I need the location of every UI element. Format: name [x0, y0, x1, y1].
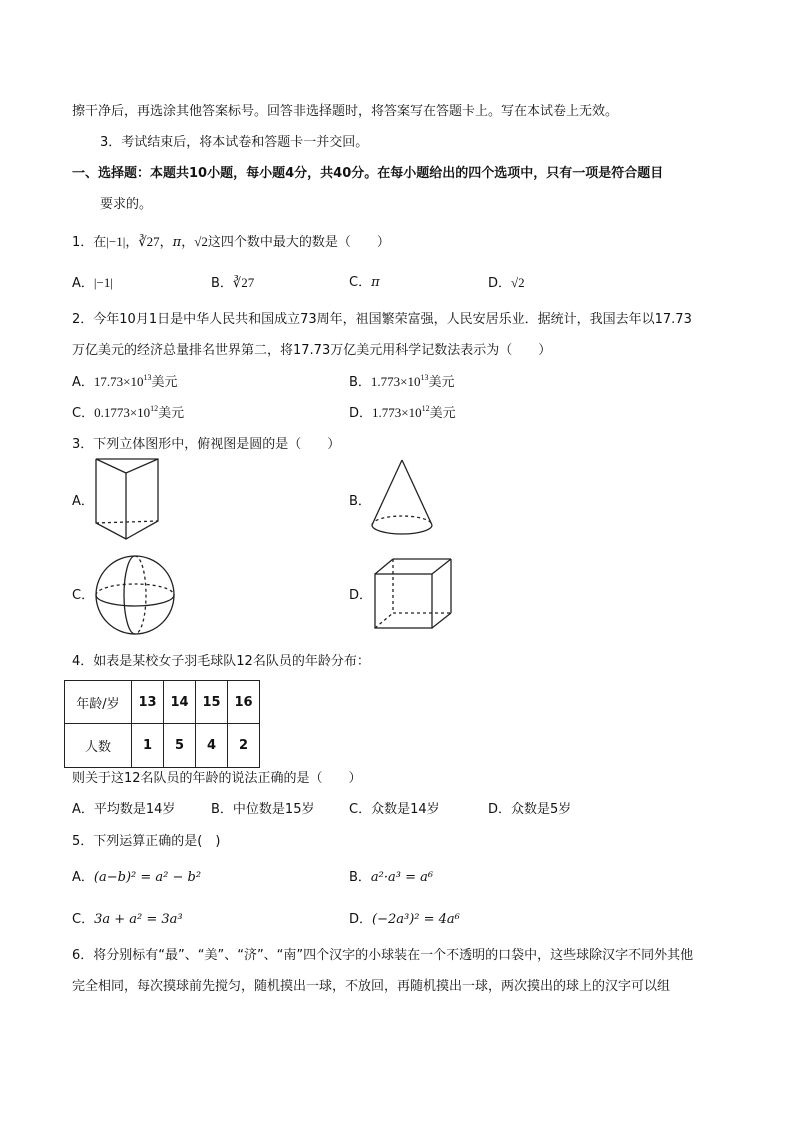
option-value: π — [371, 275, 380, 290]
question-2-line-1: 2．今年10月1日是中华人民共和国成立73周年，祖国繁荣富强，人民安居乐业．据统计，我国去年以17.73 — [72, 312, 692, 327]
cube-icon — [372, 556, 458, 632]
q1-number: 1． — [72, 235, 94, 250]
option-expression: a²·a³ = a⁶ — [370, 870, 434, 885]
question-1 — [72, 232, 390, 253]
q4-option-a[interactable]: A．平均数是14岁 — [72, 802, 176, 817]
option-expression: 3a + a² = 3a³ — [94, 912, 183, 927]
option-exponent: 12 — [421, 404, 430, 413]
question-5: 5．下列运算正确的是( ) — [72, 834, 221, 849]
q5-option-c[interactable] — [72, 910, 183, 930]
q4-option-d[interactable]: D．众数是5岁 — [488, 802, 572, 817]
q1-option-c[interactable] — [349, 273, 380, 293]
table-cell: 年龄/岁 — [65, 681, 132, 724]
option-label: B． — [349, 870, 371, 885]
q3-option-b[interactable]: B． — [349, 494, 371, 509]
option-unit: 美元 — [151, 375, 178, 390]
cone-icon — [366, 455, 441, 545]
q1-option-d[interactable] — [488, 273, 525, 294]
option-expression: (a−b)² = a² − b² — [93, 870, 202, 885]
option-exponent: 12 — [150, 404, 159, 413]
q1-sep: ， — [181, 235, 195, 250]
section-title — [72, 164, 663, 184]
option-label: D． — [349, 912, 373, 927]
q2-option-c[interactable] — [72, 403, 184, 424]
table-cell: 1 — [132, 724, 164, 768]
option-expression: (−2a³)² = 4a⁶ — [372, 912, 460, 927]
intro-line-1: 擦干净后，再选涂其他答案标号。回答非选择题时，将答案写在答题卡上。写在本试卷上无效。 — [72, 104, 619, 119]
option-exponent: 13 — [143, 373, 152, 382]
q2-option-a[interactable] — [72, 372, 178, 393]
option-label: C． — [349, 275, 372, 290]
option-value: √2 — [511, 275, 525, 290]
q3-option-a[interactable]: A． — [72, 494, 94, 509]
q1-post: 这四个数中最大的数是（ ） — [207, 235, 390, 250]
q2-option-b[interactable] — [349, 372, 455, 393]
option-base: 1.773×10 — [370, 374, 421, 389]
q1-abs: |−1| — [106, 234, 126, 249]
question-2-line-2: 万亿美元的经济总量排名世界第二，将17.73万亿美元用科学记数法表示为（ ） — [72, 343, 552, 358]
q4-option-b[interactable]: B．中位数是15岁 — [211, 802, 315, 817]
intro-line-2: 3．考试结束后，将本试卷和答题卡一并交回。 — [100, 135, 369, 150]
q1-option-a[interactable] — [72, 273, 113, 294]
option-unit: 美元 — [428, 375, 455, 390]
option-value: |−1| — [93, 275, 113, 290]
q1-option-b[interactable] — [211, 273, 254, 294]
section-title-body: 本题共10小题，每小题4分，共40分。在每小题给出的四个选项中，只有一项是符合题目 — [150, 166, 664, 181]
table-cell: 人数 — [65, 724, 132, 768]
q1-sqrt: √2 — [194, 234, 208, 249]
question-3: 3．下列立体图形中，俯视图是圆的是（ ） — [72, 437, 341, 452]
option-exponent: 13 — [420, 373, 429, 382]
question-6-line-1: 6．将分别标有“最”、“美”、“济”、“南”四个汉字的小球装在一个不透明的口袋中，这些球除汉字不同外其他 — [72, 948, 694, 963]
q1-pi: π — [172, 235, 182, 250]
table-cell: 14 — [164, 681, 196, 724]
option-base: 1.773×10 — [372, 405, 422, 420]
question-4-prompt: 则关于这12名队员的年龄的说法正确的是（ ） — [72, 771, 362, 786]
option-label: B． — [211, 276, 233, 291]
option-label: C． — [72, 912, 95, 927]
option-label: B． — [349, 375, 371, 390]
table-row — [65, 724, 260, 768]
table-cell: 4 — [196, 724, 228, 768]
q5-option-b[interactable] — [349, 868, 433, 888]
option-base: 0.1773×10 — [94, 405, 151, 420]
table-cell: 13 — [132, 681, 164, 724]
table-cell: 2 — [228, 724, 260, 768]
option-label: A． — [72, 276, 94, 291]
option-label: C． — [72, 406, 95, 421]
q4-option-c[interactable]: C．众数是14岁 — [349, 802, 440, 817]
sphere-icon — [92, 552, 178, 638]
question-4: 4．如表是某校女子羽毛球队12名队员的年龄分布： — [72, 654, 370, 669]
option-label: D． — [488, 276, 512, 291]
section-title-prefix: 一、选择题： — [72, 166, 151, 181]
question-6-line-2: 完全相同，每次摸球前先搅匀，随机摸出一球，不放回，再随机摸出一球，两次摸出的球上的汉字可以组 — [72, 979, 671, 994]
option-unit: 美元 — [429, 406, 456, 421]
q1-sep: ， — [159, 235, 173, 250]
table-cell: 16 — [228, 681, 260, 724]
q1-cbrt: ∛27 — [138, 234, 160, 249]
q1-sep: ， — [125, 235, 139, 250]
option-label: A． — [72, 870, 94, 885]
q5-option-a[interactable] — [72, 868, 201, 888]
option-unit: 美元 — [158, 406, 185, 421]
table-row — [65, 681, 260, 724]
option-value: ∛27 — [232, 275, 255, 290]
option-label: A． — [72, 375, 94, 390]
q1-pre: 在 — [93, 235, 107, 250]
table-cell: 15 — [196, 681, 228, 724]
q5-option-d[interactable] — [349, 910, 460, 930]
section-title-cont: 要求的。 — [100, 197, 153, 212]
option-label: D． — [349, 406, 373, 421]
table-cell: 5 — [164, 724, 196, 768]
q3-option-c[interactable]: C． — [72, 588, 95, 603]
triangular-prism-icon — [88, 455, 168, 545]
q3-option-d[interactable]: D． — [349, 588, 373, 603]
age-distribution-table — [64, 680, 260, 768]
option-base: 17.73×10 — [93, 374, 144, 389]
q2-option-d[interactable] — [349, 403, 456, 424]
